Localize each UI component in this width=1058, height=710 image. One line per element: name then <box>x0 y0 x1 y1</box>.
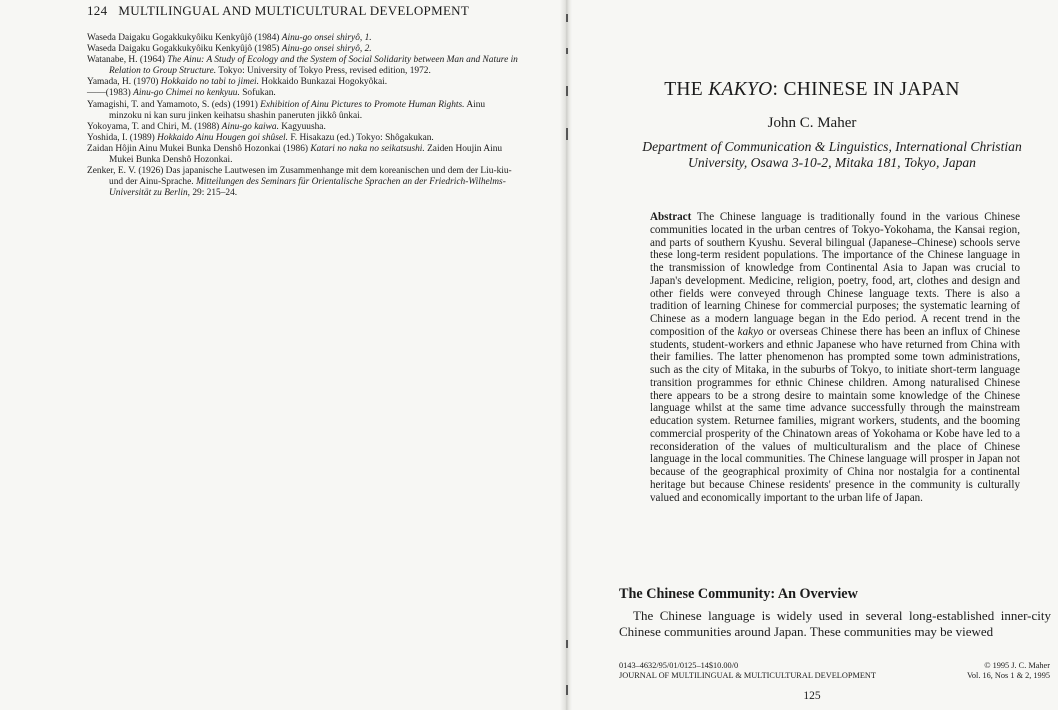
reference-entry <box>87 77 519 88</box>
reference-title: Hokkaido no tabi to jimei. <box>160 77 259 88</box>
left-page-number: 124 <box>87 3 108 18</box>
reference-text: Ainu minzoku ni kan suru jinken keihatsu shashin paneruten jikkô ûnkai. <box>109 99 486 121</box>
footer-right <box>967 661 1050 681</box>
title-text: THE <box>664 79 709 100</box>
title-italic-word: KAKYO <box>708 79 773 100</box>
running-head <box>87 3 469 19</box>
reference-title: Katari no naka no seikatsushi. <box>310 143 425 154</box>
body-paragraph: The Chinese language is widely used in several long-established inner-city Chinese communities around Japan. These communities may be viewed <box>619 608 1051 639</box>
reference-title: Exhibition of Ainu Pictures to Promote Human Rights. <box>260 99 465 110</box>
abstract <box>650 211 1020 504</box>
reference-entry <box>87 100 519 122</box>
abstract-italic-term: kakyo <box>737 325 764 338</box>
reference-text: Sofukan. <box>239 88 276 99</box>
gutter-mark <box>566 86 568 96</box>
reference-title: Ainu-go kaiwa. <box>221 121 279 132</box>
gutter-mark <box>566 685 568 695</box>
reference-text: Yamagishi, T. and Yamamoto, S. (eds) (1991) <box>87 99 261 110</box>
gutter-mark <box>566 14 568 22</box>
gutter-mark <box>566 48 568 54</box>
reference-entry <box>87 166 519 199</box>
reference-text: Hokkaido Bunkazai Hogokyôkai. <box>258 77 388 88</box>
reference-text: Zaidan Hôjin Ainu Mukei Bunka Denshô Hozonkai (1986) <box>87 143 311 154</box>
reference-list <box>87 33 519 199</box>
reference-text: Zenker, E. V. (1926) Das japanische Lautwesen im Zusammenhange mit dem koreanischen und dem der Liu-kiu- und der Ainu-Sprache. <box>87 166 512 188</box>
reference-text: ——(1983) <box>87 88 134 99</box>
right-page <box>566 0 1058 710</box>
reference-title: Ainu-go onsei shiryô, 1. <box>281 33 372 43</box>
reference-text: Tokyo: University of Tokyo Press, revised edition, 1972. <box>216 66 431 77</box>
section-heading: The Chinese Community: An Overview <box>619 586 858 602</box>
reference-entry <box>87 44 519 55</box>
author-name: John C. Maher <box>767 115 857 131</box>
reference-text: Yokoyama, T. and Chiri, M. (1988) <box>87 121 222 132</box>
footer-journal: JOURNAL OF MULTILINGUAL & MULTICULTURAL DEVELOPMENT <box>619 671 876 680</box>
abstract-text: The Chinese language is traditionally found in the various Chinese communities located in the urban centres of Tokyo-Yokohama, the Kansai region, and parts of southern Kyushu. Several bilingual (Japanese–Chinese) schools serve these long-term resident populations. The importance of the Chinese language in the transmission of knowledge from Continental Asia to Japan was crucial to Japan's development. Medicine, religion, poetry, food, art, clothes and design and other fields were conveyed through Chinese language texts. There is also a tradition of learning Chinese for commercial purposes; the systematic learning of Chinese as a modern language began in the Edo period. A recent trend in the composition of the <box>650 211 1020 338</box>
gutter-mark <box>566 128 568 140</box>
reference-entry <box>87 33 519 44</box>
footer-copyright: © 1995 J. C. Maher <box>984 661 1050 670</box>
reference-entry <box>87 133 519 144</box>
reference-text: Kagyuusha. <box>278 121 326 132</box>
footer-issn: 0143–4632/95/01/0125–14$10.00/0 <box>619 661 739 670</box>
author-affiliation: Department of Communication & Linguistics, International Christian University, Osawa 3-10-2, Mitaka 181, Tokyo, Japan <box>642 139 1022 170</box>
title-text: : CHINESE IN JAPAN <box>772 79 960 100</box>
reference-entry <box>87 122 519 133</box>
reference-text: Yamada, H. (1970) <box>87 77 161 88</box>
reference-text: Waseda Daigaku Gogakkukyôiku Kenkyûjô (1984) <box>87 33 282 43</box>
reference-title: Mitteilungen des Seminars für Orientalische Sprachen an der Friedrich-Wilhelms-Universität zu Berlin, <box>109 177 506 199</box>
reference-text: 29: 215–24. <box>189 188 238 199</box>
footer-volume: Vol. 16, Nos 1 & 2, 1995 <box>966 671 1050 680</box>
abstract-text: or overseas Chinese there has been an influx of Chinese students, student-workers and ethnic Japanese who have returned from China with their families. The latter phenomenon has prompted some town administrations, such as the city of Mitaka, in the suburbs of Tokyo, to initiate short-term language transition programmes for ethnic Chinese children. Among naturalised Chinese there appears to be a strong desire to maintain some knowledge of the Chinese language whilst at the same time advance successfully through the mainstream education system. Returnee families, migrant workers, students, and the booming commercial prosperity of the Chinatown areas of Yokohama or Kobe have led to a reconsideration of the values of multiculturalism and the place of Chinese language in the local communities. The Chinese language will prosper in Japan not because of the geographical proximity of China nor nostalgia for a continental heritage but because Chinese residents' presence in the community is culturally valued and economically important to the urban life of Japan. <box>650 325 1020 504</box>
reference-entry <box>87 88 519 99</box>
reference-text: Zaiden Houjin Ainu Mukei Bunka Denshô Hozonkai. <box>109 143 503 166</box>
abstract-label: Abstract <box>650 211 692 223</box>
reference-text: Yoshida, I. (1989) <box>87 132 158 143</box>
reference-text: F. Hisakazu (ed.) Tokyo: Shôgakukan. <box>287 132 434 143</box>
reference-text: Watanabe, H. (1964) <box>87 55 168 66</box>
gutter-mark <box>566 640 568 648</box>
reference-title: Hokkaido Ainu Hougen goi shûsel. <box>157 132 288 143</box>
running-head-title: MULTILINGUAL AND MULTICULTURAL DEVELOPMENT <box>118 3 470 18</box>
reference-title: The Ainu: A Study of Ecology and the System of Social Solidarity between Man and Nature in Relation to Group Structure. <box>109 55 518 77</box>
reference-title: Ainu-go onsei shiryô, 2. <box>281 44 372 55</box>
right-page-number: 125 <box>803 690 821 702</box>
reference-entry <box>87 144 519 166</box>
book-gutter <box>560 0 572 710</box>
reference-entry <box>87 55 519 77</box>
footer-left <box>619 661 876 681</box>
article-title <box>566 79 1058 101</box>
reference-title: Ainu-go Chimei no kenkyuu. <box>133 88 240 99</box>
reference-text: Waseda Daigaku Gogakkukyôiku Kenkyûjô (1985) <box>87 44 282 55</box>
